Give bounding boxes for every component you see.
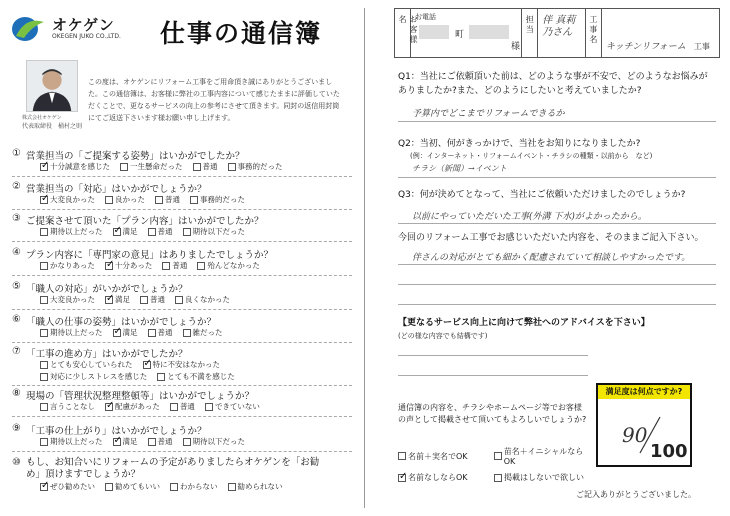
option-label: 普通	[150, 295, 165, 304]
option-label: 殆んどなかった	[207, 261, 260, 270]
options-row-2	[40, 371, 245, 382]
question-number: ④	[12, 247, 21, 258]
checkbox[interactable]	[170, 483, 178, 491]
checkbox[interactable]	[40, 483, 48, 491]
checkbox[interactable]	[175, 296, 183, 304]
option[interactable]	[170, 481, 218, 492]
checkbox[interactable]	[105, 262, 113, 270]
option[interactable]	[40, 194, 95, 205]
checkbox[interactable]	[148, 438, 156, 446]
option[interactable]	[40, 371, 147, 382]
customer-header-table	[394, 8, 720, 58]
option[interactable]	[40, 481, 95, 492]
customer-name-cell	[411, 9, 522, 57]
question-number: ②	[12, 181, 21, 192]
option[interactable]	[120, 161, 183, 172]
checkbox[interactable]	[228, 163, 236, 171]
option-label: 満足	[115, 295, 130, 304]
checkbox[interactable]	[120, 163, 128, 171]
option-label: 期待以下だった	[192, 437, 245, 446]
option[interactable]	[40, 401, 95, 412]
option[interactable]	[197, 260, 260, 271]
q2-text: Q2：当初、何がきっかけで、当社をお知りになりましたか?	[398, 139, 641, 149]
option-label: 勧められない	[237, 482, 283, 491]
checkbox[interactable]	[162, 262, 170, 270]
publish-option-label: 名前なしならOK	[408, 473, 468, 482]
option-label: 大変良かった	[50, 295, 95, 304]
checkbox[interactable]	[148, 228, 156, 236]
option[interactable]	[113, 436, 138, 447]
options-row	[40, 481, 293, 492]
company-name-en: OKEGEN JUKO CO.,LTD.	[52, 33, 121, 40]
publish-options	[398, 446, 594, 489]
advice-line-2	[398, 375, 588, 376]
option-label: 良かった	[115, 195, 145, 204]
impression-line-3	[398, 304, 716, 305]
option[interactable]	[105, 194, 145, 205]
option[interactable]	[40, 294, 95, 305]
option-label: 一生懸命だった	[130, 162, 183, 171]
checkbox[interactable]	[40, 403, 48, 411]
option-label: 雑だった	[192, 328, 223, 337]
option-label: 大変良かった	[50, 195, 95, 204]
question-number: ①	[12, 148, 21, 159]
option[interactable]	[40, 359, 133, 370]
checkbox[interactable]	[143, 361, 151, 369]
option-label: 言うことなし	[50, 402, 95, 411]
publish-option-label: 苗名＋イニシャルならOK	[503, 447, 584, 466]
question-divider	[12, 176, 352, 177]
option[interactable]	[190, 194, 245, 205]
impression-question: 今回のリフォーム工事でお感じいただいた内容を、そのままご記入下さい。	[398, 233, 704, 243]
impression-line-2	[398, 284, 716, 285]
question-number: ③	[12, 213, 21, 224]
publish-option[interactable]	[494, 472, 590, 483]
option[interactable]	[40, 327, 103, 338]
option-label: 普通	[202, 162, 218, 171]
question-text: 営業担当の「ご提案する姿勢」はいかがでしたか？	[26, 151, 245, 162]
option[interactable]	[113, 327, 138, 338]
checkbox[interactable]	[40, 163, 48, 171]
option-label: 普通	[165, 195, 180, 204]
option-label: とても不満を感じた	[167, 372, 235, 381]
checkbox[interactable]	[205, 403, 213, 411]
koji-label: 工事名	[588, 15, 598, 45]
checkbox[interactable]	[155, 196, 163, 204]
question-text: 現場の「管理状況整理整頓等」はいかがでしょうか？	[26, 391, 255, 402]
phone-label: お電話	[415, 13, 436, 21]
intro-text: この度は、オケゲンにリフォーム工事をご用命頂き誠にありがとうございました。この通信簿は、お客様に弊社の工事内容について感じたままに評価していただくことで、更なるサービスの向上の参考にさせて頂きます。同封の返信用封筒にてご返送下さいます様お願い申し上げます。	[88, 78, 340, 122]
company-logo	[10, 14, 48, 44]
option[interactable]	[143, 359, 221, 370]
question-text: プラン内容に「専門家の意見」はありましたでしょうか？	[26, 250, 274, 261]
checkbox[interactable]	[40, 228, 48, 236]
option[interactable]	[228, 481, 283, 492]
question-text: 「職人の対応」がいかがでしょうか？	[26, 284, 188, 295]
koji-suffix: 工事	[693, 42, 710, 51]
question-divider	[12, 416, 352, 417]
option[interactable]	[148, 327, 173, 338]
thanks-text: ご記入ありがとうございました。	[576, 490, 696, 499]
checkbox[interactable]	[105, 296, 113, 304]
q3-answer-line	[398, 223, 716, 224]
tanto-label: 担当	[525, 15, 535, 35]
photo-caption-name: 代表取締役 桶村之則	[22, 123, 83, 130]
option-label: ぜひ勧めたい	[50, 482, 95, 491]
koji-cell	[602, 9, 719, 57]
question-number: ⑦	[12, 346, 21, 357]
option-label: 対応に少しストレスを感じた	[50, 372, 148, 381]
checkbox[interactable]	[197, 262, 205, 270]
question-number: ⑩	[12, 457, 21, 468]
options-row	[40, 294, 240, 305]
option[interactable]	[40, 436, 103, 447]
question-text: 営業担当の「対応」はいかがでしょうか？	[26, 184, 207, 195]
redacted-phone-block	[469, 25, 509, 39]
advice-line-1	[398, 355, 588, 356]
publish-question: 通信簿の内容を、チラシやホームページ等でお客様の声として掲載させて頂いてもよろしいでしょうか?	[398, 403, 587, 424]
option[interactable]	[105, 401, 160, 412]
option-label: できていない	[214, 402, 260, 411]
option-label: 普通	[179, 402, 195, 411]
checkbox[interactable]	[398, 474, 406, 482]
checkbox[interactable]	[113, 329, 121, 337]
option-label: わからない	[180, 482, 218, 491]
checkbox[interactable]	[105, 403, 113, 411]
option[interactable]	[105, 481, 160, 492]
option[interactable]	[40, 260, 95, 271]
doc-title: 仕事の通信簿	[160, 19, 323, 48]
tanto-label-cell	[522, 9, 538, 57]
score-title: 満足度は何点ですか?	[598, 385, 690, 399]
question-divider	[12, 385, 352, 386]
question-text: もし、お知合いにリフォームの予定がありましたらオケゲンを「お勧め」頂けますでしょうか？	[26, 457, 320, 480]
option-label: 勧めてもいい	[115, 482, 160, 491]
option[interactable]	[40, 161, 110, 172]
advice-title: 【更なるサービス向上に向けて弊社へのアドバイスを下さい】	[398, 318, 650, 328]
satisfaction-score-box	[596, 383, 692, 467]
options-row	[40, 226, 255, 237]
publish-option[interactable]	[494, 446, 590, 466]
question-divider	[12, 241, 352, 242]
option-label: とても安心していられた	[50, 360, 133, 369]
question-number: ⑤	[12, 281, 21, 292]
checkbox[interactable]	[40, 329, 48, 337]
question-divider	[12, 451, 352, 452]
checkbox[interactable]	[494, 474, 502, 482]
checkbox[interactable]	[228, 483, 236, 491]
option[interactable]	[105, 294, 130, 305]
q3-answer: 以前にやっていただいた工事(外溝 下水)がよかったから。	[412, 212, 647, 222]
checkbox[interactable]	[40, 262, 48, 270]
option[interactable]	[105, 260, 152, 271]
option-label: 満足	[122, 437, 138, 446]
president-photo	[26, 60, 78, 112]
question-number: ⑥	[12, 314, 21, 325]
checkbox[interactable]	[183, 438, 191, 446]
q1-answer: 予算内でどこまでリフォームできるか	[412, 109, 565, 119]
center-divider	[364, 8, 365, 508]
options-row	[40, 436, 255, 447]
checkbox[interactable]	[113, 228, 121, 236]
question-text: 「職人の仕事の姿勢」はいかがでしょうか？	[26, 317, 217, 328]
tanto-cell	[538, 9, 586, 57]
checkbox[interactable]	[40, 361, 48, 369]
checkbox[interactable]	[183, 329, 191, 337]
option[interactable]	[162, 260, 187, 271]
option-label: 事務的だった	[200, 195, 245, 204]
koji-value: キッチンリフォーム	[605, 42, 686, 52]
option-label: 事務的だった	[237, 162, 283, 171]
option[interactable]	[170, 401, 195, 412]
question-divider	[12, 309, 352, 310]
option-label: 満足	[122, 227, 138, 236]
option-label: 期待以上だった	[50, 227, 103, 236]
q2-example: (例：インターネット・リフォームイベント・チラシの種類・以前から など)	[410, 152, 653, 160]
q1-text: Q1：当社にご依頼頂いた前は、どのような事が不安で、どのようなお悩みがありましたか?また、どのようにしたいと考えていましたか?	[398, 72, 708, 96]
checkbox[interactable]	[157, 373, 165, 381]
option-label: 満足	[122, 328, 138, 337]
town-label: 町	[455, 30, 465, 40]
photo-caption-company: 株式会社オケゲン	[22, 115, 62, 121]
options-row	[40, 401, 270, 412]
option-label: 期待以下だった	[192, 227, 245, 236]
option[interactable]	[40, 226, 103, 237]
question-text: ご提案させて頂いた「プラン内容」はいかがでしたか？	[26, 216, 264, 227]
checkbox[interactable]	[183, 228, 191, 236]
checkbox[interactable]	[148, 329, 156, 337]
option-label: 普通	[157, 437, 173, 446]
question-number: ⑧	[12, 388, 21, 399]
option[interactable]	[140, 294, 165, 305]
option-label: 十分あった	[114, 261, 153, 270]
impression-answer: 伴さんの対応がとても細かく配慮されていて相談しやすかったです。	[412, 253, 691, 263]
customer-name-label: お客様名	[398, 15, 418, 45]
option[interactable]	[157, 371, 235, 382]
option[interactable]	[155, 194, 180, 205]
checkbox[interactable]	[105, 483, 113, 491]
question-text: 「工事の仕上がり」はいかがでしょうか？	[26, 426, 207, 437]
option[interactable]	[148, 226, 173, 237]
checkbox[interactable]	[40, 196, 48, 204]
option-label: 配慮があった	[115, 402, 160, 411]
question-divider	[12, 342, 352, 343]
options-row	[40, 359, 230, 370]
q2-answer-line	[398, 177, 716, 178]
q1-answer-line	[398, 121, 716, 122]
question-divider	[12, 209, 352, 210]
options-row	[40, 260, 270, 271]
option[interactable]	[148, 436, 173, 447]
option[interactable]	[113, 226, 138, 237]
question-text: 「工事の進め方」はいかがでしたか？	[26, 349, 188, 360]
option-label: 期待以上だった	[50, 328, 103, 337]
question-divider	[12, 275, 352, 276]
option-label: 普通	[157, 227, 173, 236]
checkbox[interactable]	[40, 373, 48, 381]
advice-subtitle: (どの様な内容でも結構です)	[398, 332, 488, 340]
publish-option[interactable]	[398, 472, 494, 483]
options-row	[40, 327, 233, 338]
options-row	[40, 194, 255, 205]
option[interactable]	[183, 327, 223, 338]
checkbox[interactable]	[113, 438, 121, 446]
score-max: 100	[650, 441, 688, 462]
customer-name-label-cell	[395, 9, 418, 57]
option-label: かなりあった	[50, 261, 95, 270]
option[interactable]	[183, 226, 246, 237]
option[interactable]	[175, 294, 230, 305]
publish-option[interactable]	[398, 451, 494, 462]
checkbox[interactable]	[140, 296, 148, 304]
option-label: 普通	[172, 261, 188, 270]
publish-option-label: 掲載はしないで欲しい	[504, 473, 584, 482]
koji-label-cell	[586, 9, 602, 57]
checkbox[interactable]	[40, 438, 48, 446]
option-label: 普通	[157, 328, 173, 337]
checkbox[interactable]	[398, 452, 406, 460]
checkbox[interactable]	[105, 196, 113, 204]
impression-line-1	[398, 264, 716, 265]
publish-option-label: 名前＋実名でOK	[408, 451, 468, 461]
redacted-name-block	[419, 25, 449, 39]
option-label: 期待以上だった	[50, 437, 103, 446]
checkbox[interactable]	[190, 196, 198, 204]
question-number: ⑨	[12, 423, 21, 434]
options-row	[40, 161, 293, 172]
checkbox[interactable]	[193, 163, 201, 171]
checkbox[interactable]	[494, 452, 502, 460]
option-label: 特に不安はなかった	[152, 360, 220, 369]
option[interactable]	[183, 436, 246, 447]
option-label: 良くなかった	[185, 295, 230, 304]
company-name: オケゲン	[52, 16, 115, 34]
q2-answer: チラシ（新聞）→イベント	[412, 164, 507, 173]
option[interactable]	[193, 161, 218, 172]
option[interactable]	[228, 161, 283, 172]
score-value: 90	[622, 423, 648, 447]
q3-text: Q3：何が決めてとなって、当社にご依頼いただけましたのでしょうか?	[398, 190, 686, 200]
option[interactable]	[205, 401, 260, 412]
sama-label: 様	[511, 42, 521, 52]
option-label: 十分誠意を感じた	[50, 162, 110, 171]
tanto-value: 伴 真莉乃さん	[542, 15, 576, 38]
checkbox[interactable]	[170, 403, 178, 411]
checkbox[interactable]	[40, 296, 48, 304]
